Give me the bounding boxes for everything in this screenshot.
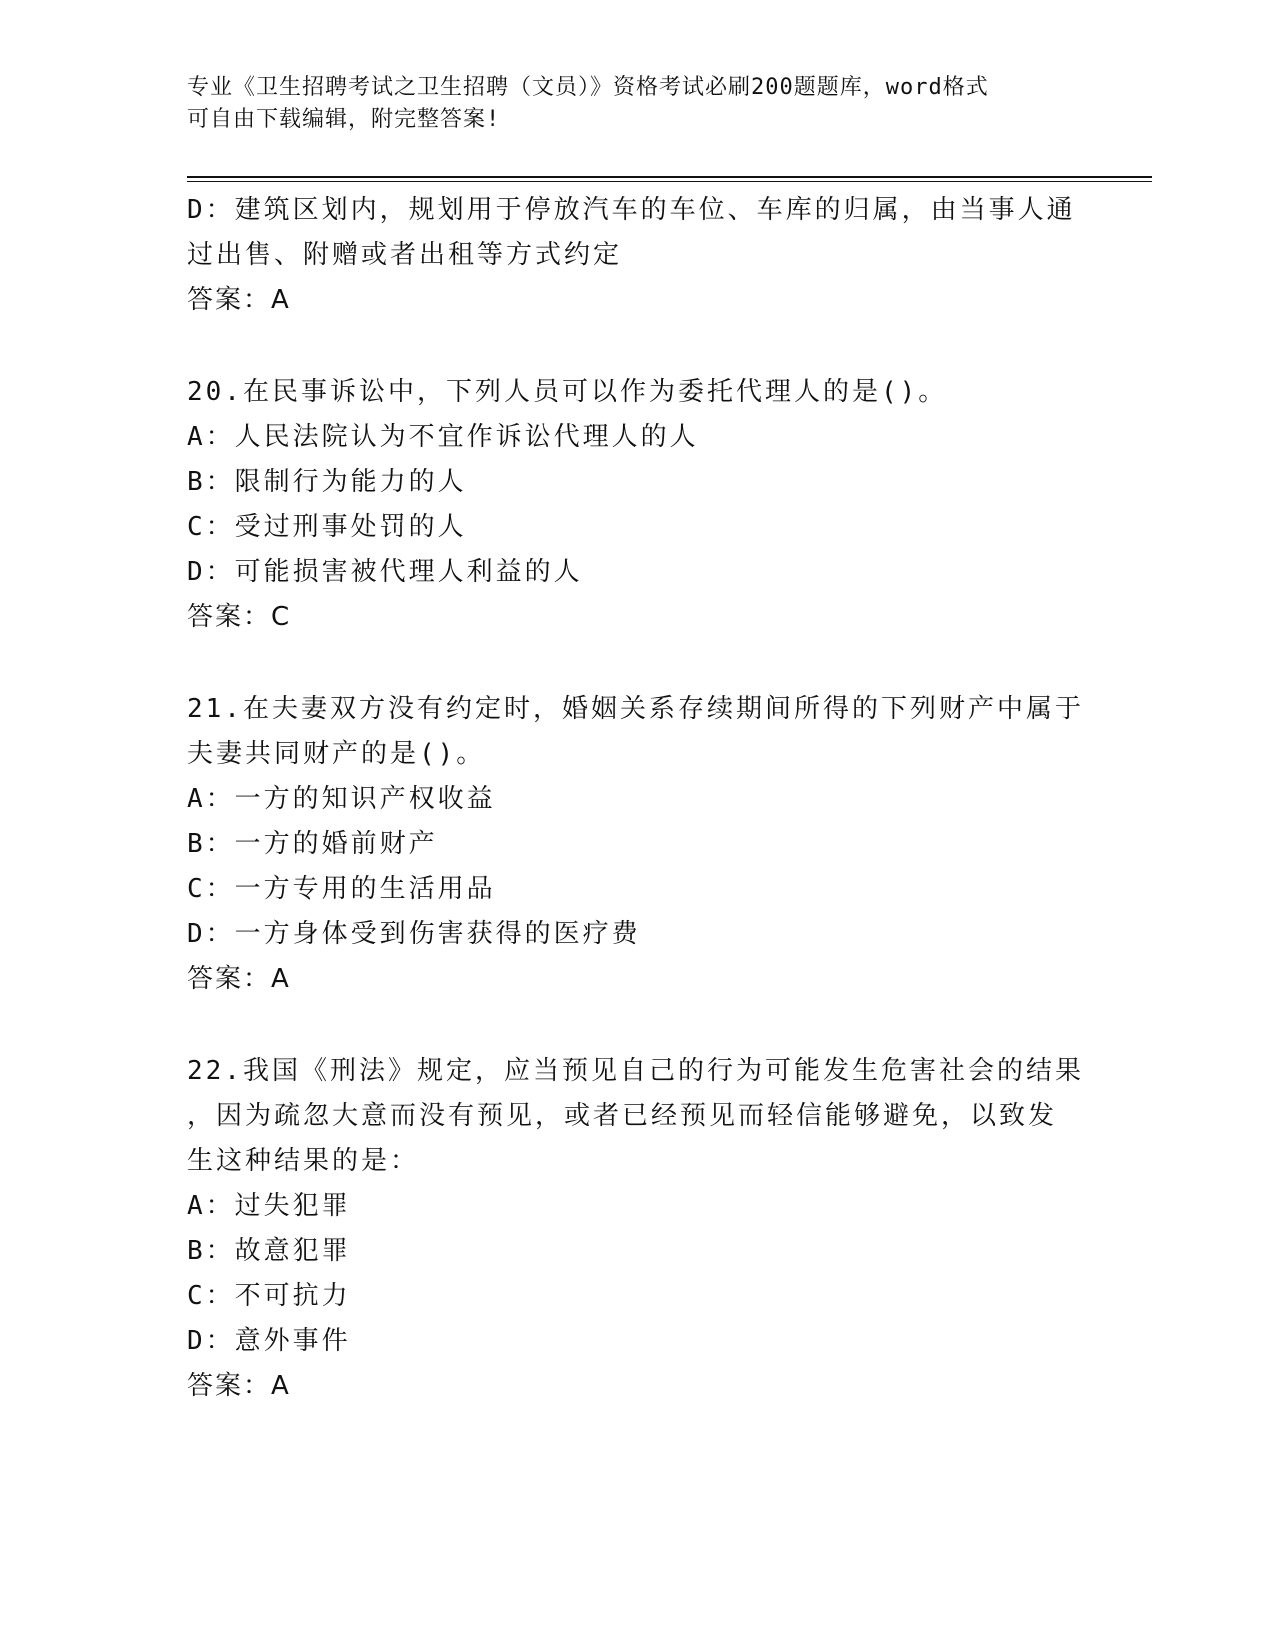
question-stem-cont: 生这种结果的是： (187, 1146, 420, 1176)
question-22 (187, 1049, 1087, 1409)
option-b: B：故意犯罪 (187, 1236, 351, 1266)
option-d: D：可能损害被代理人利益的人 (187, 557, 583, 587)
document-body (187, 188, 1087, 1409)
question-stem: 20.在民事诉讼中，下列人员可以作为委托代理人的是()。 (187, 377, 948, 407)
question-stem-cont: ，因为疏忽大意而没有预见，或者已经预见而轻信能够避免，以致发 (187, 1101, 1058, 1131)
option-b: B：一方的婚前财产 (187, 829, 438, 859)
question-stem: 21.在夫妻双方没有约定时，婚姻关系存续期间所得的下列财产中属于 (187, 694, 1084, 724)
option-a: A：过失犯罪 (187, 1191, 351, 1221)
option-c: C：一方专用的生活用品 (187, 874, 496, 904)
option-c: C：不可抗力 (187, 1281, 351, 1311)
question-21 (187, 687, 1087, 1002)
option-c: C：受过刑事处罚的人 (187, 512, 467, 542)
header-line-2: 可自由下载编辑，附完整答案! (187, 107, 501, 132)
header-divider (187, 176, 1152, 178)
header-divider-thin (187, 181, 1152, 182)
question-20 (187, 370, 1087, 640)
question-stem-cont: 夫妻共同财产的是()。 (187, 739, 486, 769)
option-d: D：一方身体受到伤害获得的医疗费 (187, 919, 641, 949)
question-stem: 22.我国《刑法》规定，应当预见自己的行为可能发生危害社会的结果 (187, 1056, 1084, 1086)
option-a: A：一方的知识产权收益 (187, 784, 496, 814)
answer: 答案：A (187, 1371, 291, 1401)
answer: 答案：A (187, 964, 291, 994)
header-line-1: 专业《卫生招聘考试之卫生招聘（文员）》资格考试必刷200题题库，word格式 (187, 75, 989, 100)
option-a: A：人民法院认为不宜作诉讼代理人的人 (187, 422, 699, 452)
document-header (187, 72, 1087, 136)
answer: 答案：C (187, 602, 292, 632)
prev-answer: 答案：A (187, 285, 291, 315)
prev-option-d-line-2: 过出售、附赠或者出租等方式约定 (187, 240, 623, 270)
prev-option-d-line-1: D：建筑区划内，规划用于停放汽车的车位、车库的归属，由当事人通 (187, 195, 1076, 225)
option-b: B：限制行为能力的人 (187, 467, 467, 497)
option-d: D：意外事件 (187, 1326, 351, 1356)
